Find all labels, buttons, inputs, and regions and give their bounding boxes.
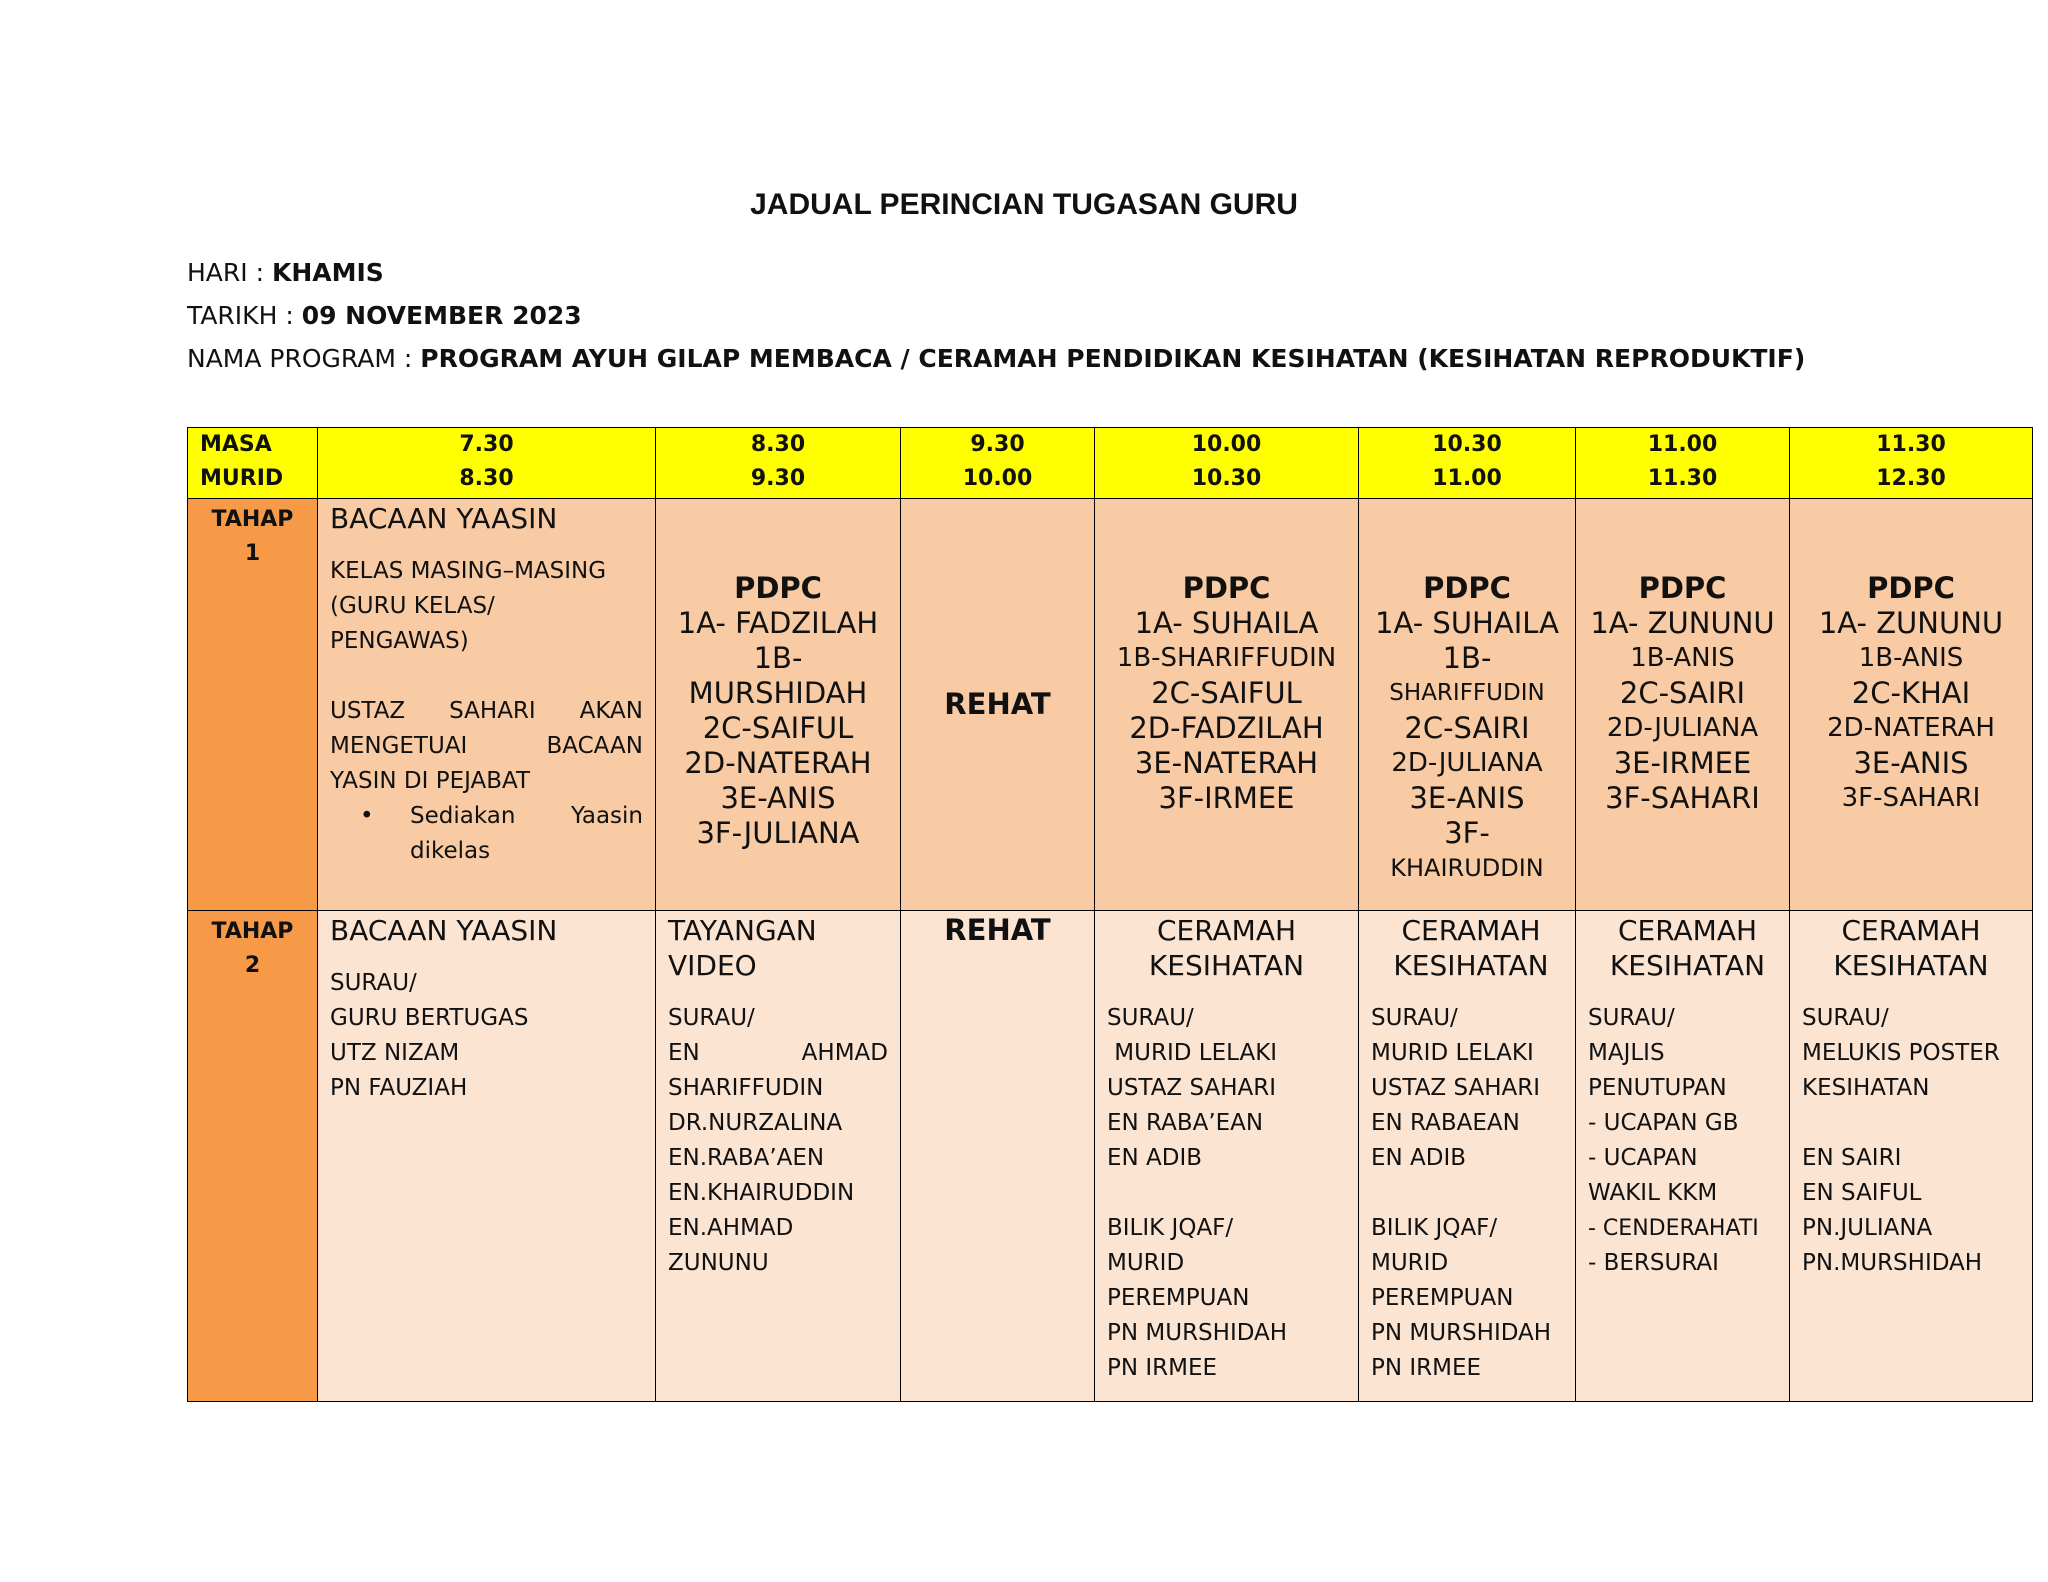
cell-text: 7.30 <box>459 432 514 457</box>
cell-text: VIDEO <box>668 949 757 982</box>
cell-text: SHARIFFUDIN <box>1389 680 1545 706</box>
cell-text: 2C-SAIRI <box>1619 676 1746 710</box>
cell-text: 10.30 <box>1191 466 1262 491</box>
cell-text: BILIK JQAF/ <box>1107 1215 1234 1241</box>
cell-text: PN IRMEE <box>1107 1355 1218 1381</box>
tarikh-value: 09 NOVEMBER 2023 <box>301 301 582 330</box>
cell-text: MURID <box>1107 1250 1185 1276</box>
cell-text: 12.30 <box>1876 466 1946 491</box>
cell-text: TAYANGAN <box>668 914 817 947</box>
cell-text: MENGETUAI BACAAN <box>330 733 643 759</box>
cell-text: 10.00 <box>1191 432 1262 457</box>
cell-text: 11.30 <box>1647 466 1718 491</box>
cell-text: 3F-IRMEE <box>1158 781 1295 815</box>
cell-text: MAJLIS <box>1588 1040 1665 1066</box>
tahap2-cell-ceramah-4 <box>1790 911 2033 1402</box>
tahap2-cell-ceramah-2 <box>1359 911 1576 1402</box>
cell-text: 10.00 <box>962 466 1033 491</box>
cell-text: - UCAPAN <box>1588 1145 1698 1171</box>
cell-text: MURID <box>200 466 284 491</box>
cell-text: PN IRMEE <box>1371 1355 1482 1381</box>
cell-text: CERAMAH <box>1617 914 1758 947</box>
cell-text: KELAS MASING–MASING <box>330 558 607 584</box>
cell-text: PDPC <box>1423 571 1511 605</box>
cell-text: 2C-SAIFUL <box>702 711 854 745</box>
tahap2-cell-tayangan <box>656 911 901 1402</box>
cell-text: SURAU/ <box>1802 1005 1889 1031</box>
cell-text: 1A- ZUNUNU <box>1818 606 2004 640</box>
header-row <box>188 428 2033 499</box>
cell-text: KESIHATAN <box>1609 949 1766 982</box>
cell-text: 2D-JULIANA <box>1606 713 1759 743</box>
cell-text: SURAU/ <box>668 1005 755 1031</box>
cell-text: UTZ NIZAM <box>330 1040 460 1066</box>
cell-text: PDPC <box>1182 571 1271 605</box>
cell-text: PN.JULIANA <box>1802 1215 1933 1241</box>
tahap1-cell-bacaan: BACAAN YAASIN KELAS MASING–MASING (GURU KELAS/ PENGAWAS) USTAZ SAHARI AKAN MENGETUAI BACAAN YASIN DI PEJABAT • Sediakan Yaasin dikelas <box>318 499 656 911</box>
tahap2-cell-ceramah-1 <box>1095 911 1359 1402</box>
cell-text: Sediakan Yaasin <box>410 803 643 829</box>
header-slot <box>901 428 1095 499</box>
cell-text: 1B-ANIS <box>1630 643 1735 673</box>
cell-text: dikelas <box>410 838 491 864</box>
cell-text: MURID <box>1371 1250 1449 1276</box>
cell-text: USTAZ SAHARI <box>1371 1075 1541 1101</box>
cell-text: - BERSURAI <box>1588 1250 1719 1276</box>
cell-text: 1A- SUHAILA <box>1375 606 1559 640</box>
tahap2-cell-rehat <box>901 911 1095 1402</box>
cell-text: - CENDERAHATI <box>1588 1216 1759 1241</box>
cell-text: EN ADIB <box>1371 1145 1467 1171</box>
cell-text: 3E-NATERAH <box>1134 746 1319 780</box>
cell-text: KESIHATAN <box>1148 949 1305 982</box>
cell-text: 3E-ANIS <box>1409 781 1525 815</box>
cell-text: DR.NURZALINA <box>668 1110 843 1136</box>
tahap2-cell-ceramah-3 <box>1576 911 1790 1402</box>
cell-text: 1B-SHARIFFUDIN <box>1116 643 1337 673</box>
hari-label: HARI : <box>187 258 272 287</box>
cell-text: EN RABA’EAN <box>1107 1110 1264 1136</box>
cell-text: 2C-SAIRI <box>1404 711 1530 745</box>
tahap1-cell-pdpc-2 <box>1095 499 1359 911</box>
cell-text: PEREMPUAN <box>1107 1285 1250 1311</box>
cell-text: EN RABAEAN <box>1371 1110 1520 1136</box>
cell-text: 3E-ANIS <box>720 781 836 815</box>
cell-text: MURSHIDAH <box>688 676 868 710</box>
schedule-table <box>187 427 2033 1402</box>
cell-text: KESIHATAN <box>1802 1075 1930 1101</box>
cell-text: MURID LELAKI <box>1107 1040 1278 1066</box>
header-slot <box>656 428 901 499</box>
cell-text: - UCAPAN GB <box>1588 1110 1739 1136</box>
tahap1-cell-pdpc-5 <box>1790 499 2033 911</box>
cell-text: BACAAN YAASIN <box>330 914 558 947</box>
cell-text: 2D-NATERAH <box>684 746 872 780</box>
tarikh-label: TARIKH : <box>187 301 302 330</box>
cell-text: (GURU KELAS/ <box>330 593 495 619</box>
cell-text: GURU BERTUGAS <box>330 1005 529 1031</box>
cell-text: EN.KHAIRUDDIN <box>668 1180 855 1206</box>
cell-text: PN.MURSHIDAH <box>1802 1250 1983 1276</box>
cell-text: 3E-IRMEE <box>1613 746 1752 780</box>
header-slot <box>1095 428 1359 499</box>
hari-value: KHAMIS <box>271 258 384 287</box>
cell-text: 8.30 <box>750 432 806 457</box>
cell-text: 3F-SAHARI <box>1605 781 1760 815</box>
cell-text: PN MURSHIDAH <box>1371 1320 1552 1346</box>
cell-text: SURAU/ <box>330 970 417 996</box>
header-slot <box>1359 428 1576 499</box>
cell-text: MURID LELAKI <box>1371 1040 1534 1066</box>
cell-text: PDPC <box>734 571 822 605</box>
meta-hari <box>187 258 384 287</box>
cell-text: 2D-NATERAH <box>1827 713 1995 743</box>
cell-text: 3E-ANIS <box>1853 746 1969 780</box>
program-value: PROGRAM AYUH GILAP MEMBACA / CERAMAH PENDIDIKAN KESIHATAN (KESIHATAN REPRODUKTIF) <box>420 344 1806 373</box>
cell-text: EN SAIFUL <box>1802 1180 1922 1206</box>
tahap2-row <box>188 911 2033 1402</box>
cell-text: 1B- <box>1442 641 1492 675</box>
cell-text: 1B- <box>753 641 803 675</box>
cell-text: REHAT <box>944 687 1051 721</box>
cell-text: 3F- <box>1444 816 1490 850</box>
cell-text: CERAMAH <box>1156 914 1297 947</box>
cell-text: KESIHATAN <box>1833 949 1989 982</box>
cell-text: 11.00 <box>1647 432 1718 457</box>
tahap1-cell-pdpc-4 <box>1576 499 1790 911</box>
cell-text: CERAMAH <box>1841 914 1981 947</box>
tahap1-cell-rehat <box>901 499 1095 911</box>
cell-text: WAKIL KKM <box>1588 1180 1718 1206</box>
cell-text: SURAU/ <box>1371 1005 1458 1031</box>
cell-text: SURAU/ <box>1588 1005 1675 1031</box>
header-masa-murid <box>188 428 318 499</box>
cell-text: 2D-JULIANA <box>1391 748 1543 778</box>
cell-text: 1 <box>244 541 261 566</box>
cell-text: PENGAWAS) <box>330 628 469 654</box>
tahap2-cell-bacaan <box>318 911 656 1402</box>
cell-text: BACAAN YAASIN <box>330 502 558 535</box>
cell-text: EN AHMAD <box>668 1040 888 1066</box>
cell-text: MELUKIS POSTER <box>1802 1040 2000 1066</box>
cell-text: SHARIFFUDIN <box>668 1075 824 1101</box>
cell-text: 2 <box>244 953 261 978</box>
program-label: NAMA PROGRAM : <box>187 344 421 373</box>
cell-text: BILIK JQAF/ <box>1371 1215 1498 1241</box>
cell-text: CERAMAH <box>1401 914 1541 947</box>
cell-text: PEREMPUAN <box>1371 1285 1514 1311</box>
cell-text: KHAIRUDDIN <box>1390 854 1544 882</box>
header-slot <box>1790 428 2033 499</box>
cell-text: 1B-ANIS <box>1858 643 1964 673</box>
cell-text: PENUTUPAN <box>1588 1075 1727 1101</box>
cell-text: REHAT <box>944 913 1051 947</box>
cell-text: YASIN DI PEJABAT <box>330 768 530 794</box>
cell-text: PN MURSHIDAH <box>1107 1320 1288 1346</box>
cell-text: 8.30 <box>459 466 514 491</box>
cell-text: 3F-JULIANA <box>696 816 860 850</box>
cell-text: 1A- ZUNUNU <box>1590 606 1775 640</box>
meta-tarikh <box>187 301 582 330</box>
cell-text: ZUNUNU <box>668 1250 769 1276</box>
header-slot <box>1576 428 1790 499</box>
meta-program <box>187 344 1805 373</box>
cell-text: 9.30 <box>750 466 806 491</box>
cell-text: 9.30 <box>970 432 1025 457</box>
tahap1-row <box>188 499 2033 911</box>
tahap2-label <box>188 911 318 1402</box>
cell-text: PDPC <box>1638 571 1727 605</box>
cell-text: USTAZ SAHARI AKAN <box>330 698 643 724</box>
cell-text: EN.AHMAD <box>668 1215 794 1241</box>
header-slot <box>318 428 656 499</box>
cell-text: MASA <box>200 432 272 457</box>
cell-text: USTAZ SAHARI <box>1107 1075 1277 1101</box>
cell-text: PDPC <box>1867 571 1955 605</box>
cell-text: 1A- SUHAILA <box>1134 606 1319 640</box>
cell-text: 2D-FADZILAH <box>1129 711 1324 745</box>
cell-text: EN SAIRI <box>1802 1145 1902 1171</box>
cell-text: 2C-SAIFUL <box>1151 676 1302 710</box>
cell-text: 11.00 <box>1432 466 1502 491</box>
cell-text: 10.30 <box>1432 432 1502 457</box>
cell-text: EN.RABA’AEN <box>668 1145 825 1171</box>
tahap1-cell-pdpc-3 <box>1359 499 1576 911</box>
cell-text: 11.30 <box>1876 432 1946 457</box>
cell-text: PN FAUZIAH <box>330 1075 468 1101</box>
tahap1-label <box>188 499 318 911</box>
cell-text: 1A- FADZILAH <box>677 606 879 640</box>
cell-text: TAHAP <box>211 919 294 944</box>
cell-text: SURAU/ <box>1107 1005 1194 1031</box>
cell-text: TAHAP <box>211 507 294 532</box>
cell-text: EN ADIB <box>1107 1145 1203 1171</box>
tahap1-cell-pdpc-1 <box>656 499 901 911</box>
cell-text: 3F-SAHARI <box>1841 783 1981 813</box>
cell-text: KESIHATAN <box>1393 949 1549 982</box>
cell-text: 2C-KHAI <box>1851 676 1971 710</box>
page-title: JADUAL PERINCIAN TUGASAN GURU <box>750 188 1298 221</box>
